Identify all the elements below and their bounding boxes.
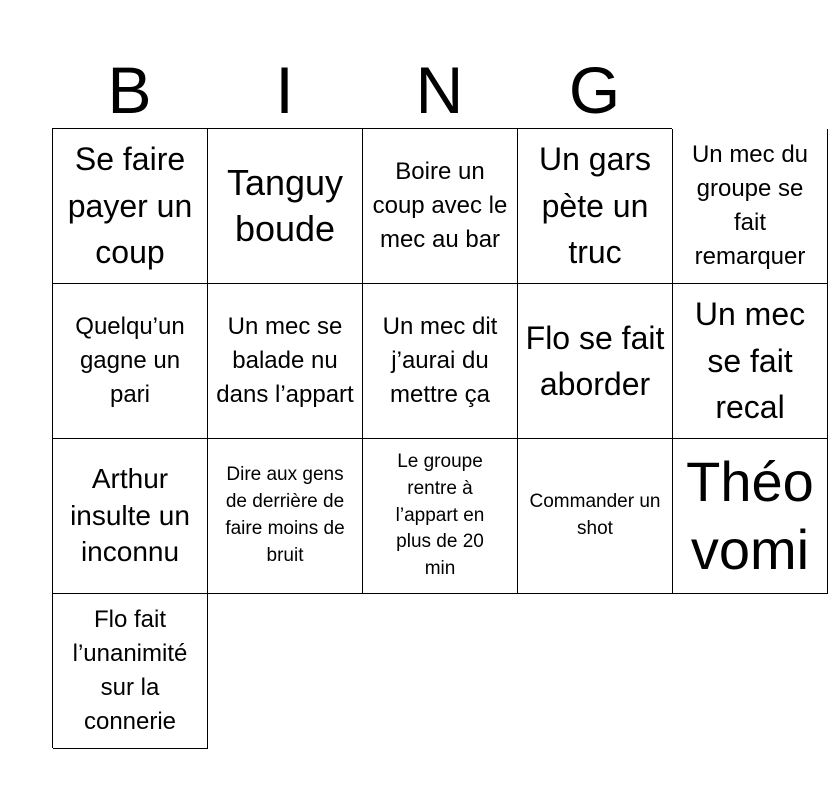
bingo-cell-text: Arthur insulte un inconnu bbox=[70, 462, 190, 568]
bingo-cell[interactable] bbox=[363, 439, 518, 594]
bingo-cell[interactable] bbox=[53, 129, 208, 284]
bingo-cell-text: Théo vomi bbox=[686, 449, 814, 581]
bingo-cell[interactable] bbox=[673, 284, 828, 439]
bingo-cell[interactable] bbox=[518, 129, 673, 284]
bingo-cell[interactable] bbox=[518, 439, 673, 594]
bingo-cell-text: Flo fait l’unanimité sur la connerie bbox=[72, 605, 188, 736]
bingo-cell[interactable] bbox=[208, 284, 363, 439]
bingo-cell-text: Un gars pète un truc bbox=[538, 141, 652, 271]
bingo-cell-text: Boire un coup avec le mec au bar bbox=[372, 157, 508, 254]
header-letter-b: B bbox=[107, 53, 152, 127]
header-letter-n: N bbox=[415, 53, 464, 127]
bingo-cell-text: Un mec se balade nu dans l’appart bbox=[216, 312, 354, 409]
header-letter-g: G bbox=[568, 53, 621, 127]
bingo-cell-text: Flo se fait aborder bbox=[525, 319, 665, 402]
bingo-cell-text: Tanguy boude bbox=[226, 161, 344, 249]
bingo-cell-text: Se faire payer un coup bbox=[67, 141, 193, 271]
bingo-cell[interactable] bbox=[53, 284, 208, 439]
bingo-cell[interactable] bbox=[363, 129, 518, 284]
bingo-grid bbox=[52, 128, 814, 748]
bingo-cell[interactable] bbox=[673, 439, 828, 594]
bingo-header bbox=[52, 52, 672, 128]
bingo-cell-text: Le groupe rentre à l’appart en plus de 20 min bbox=[395, 450, 485, 580]
bingo-cell-text: Un mec se fait recal bbox=[694, 296, 806, 426]
bingo-cell-text: Dire aux gens de derrière de faire moins de bruit bbox=[225, 464, 345, 566]
header-letter-i: I bbox=[275, 53, 294, 127]
bingo-cell-text: Un mec du groupe se fait remarquer bbox=[691, 140, 809, 271]
bingo-cell[interactable] bbox=[673, 129, 828, 284]
bingo-cell-text: Un mec dit j’aurai du mettre ça bbox=[382, 312, 498, 409]
bingo-cell[interactable] bbox=[208, 439, 363, 594]
bingo-cell-text: Quelqu’un gagne un pari bbox=[75, 312, 185, 409]
bingo-cell[interactable] bbox=[53, 439, 208, 594]
bingo-cell[interactable] bbox=[518, 284, 673, 439]
bingo-cell[interactable] bbox=[363, 284, 518, 439]
bingo-cell[interactable] bbox=[53, 594, 208, 749]
bingo-cell-text: Commander un shot bbox=[529, 491, 661, 539]
bingo-cell[interactable] bbox=[208, 129, 363, 284]
